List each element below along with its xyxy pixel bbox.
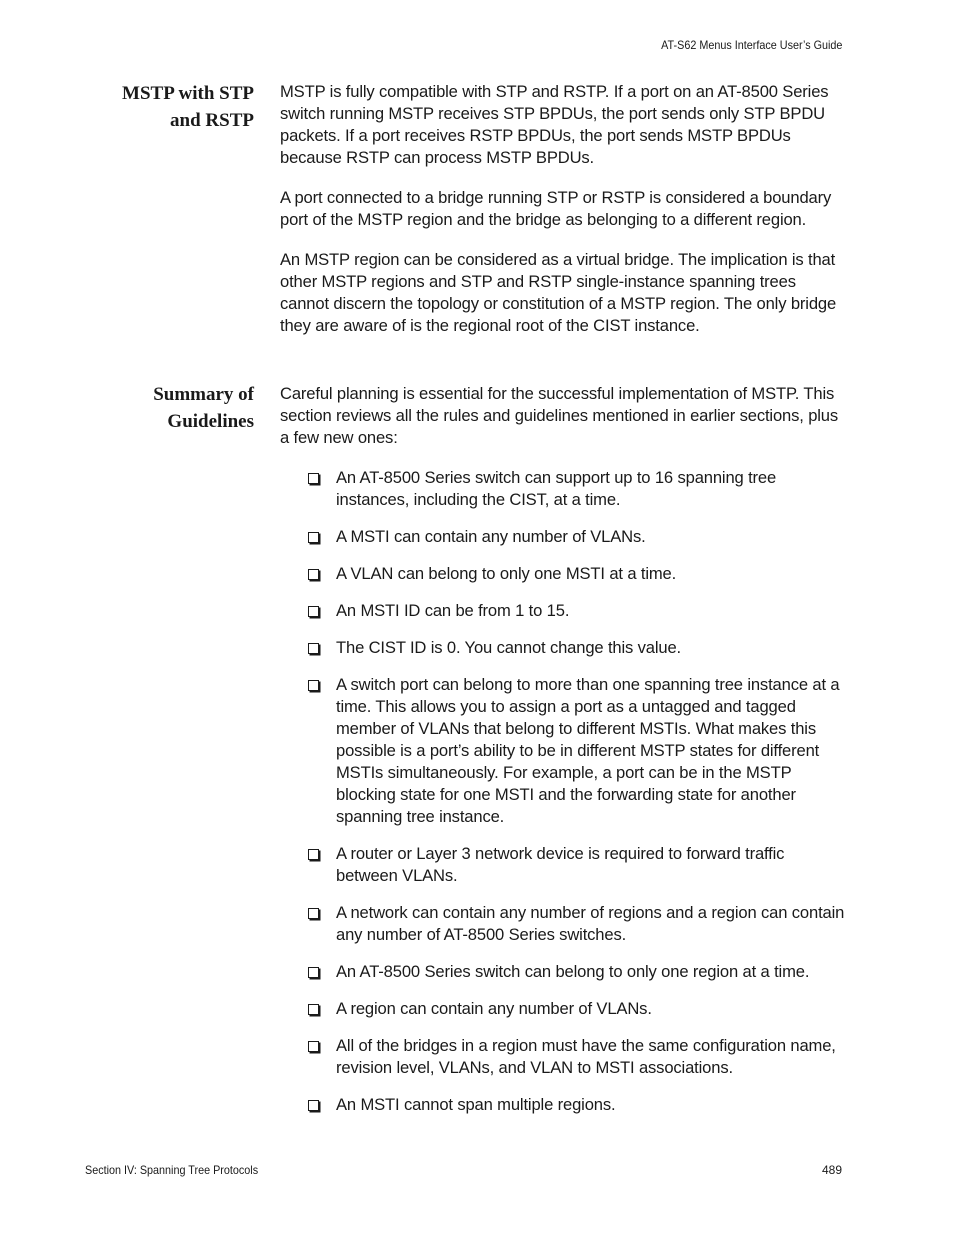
list-item-text: The CIST ID is 0. You cannot change this value.: [336, 638, 682, 657]
list-item-text: An AT-8500 Series switch can support up to 16 spanning tree instances, including the CIST, at a time.: [336, 468, 777, 509]
list-item-text: A network can contain any number of regions and a region can contain any number of AT-8500 Series switches.: [336, 903, 845, 944]
list-item: [280, 843, 845, 887]
checkbox-bullet-icon: [308, 849, 319, 860]
checkbox-bullet-icon: [308, 1041, 319, 1052]
section-heading-line1: Summary of: [153, 384, 254, 405]
list-item: [280, 674, 845, 828]
list-item: [280, 998, 845, 1020]
list-item-text: A MSTI can contain any number of VLANs.: [336, 527, 646, 546]
section-heading-line2: Guidelines: [167, 411, 254, 432]
section-body: [280, 383, 845, 1131]
list-item-text: A region can contain any number of VLANs.: [336, 999, 652, 1018]
list-item: [280, 1094, 845, 1116]
checkbox-bullet-icon: [308, 569, 319, 580]
footer-page-number: 489: [821, 1163, 842, 1177]
paragraph: Careful planning is essential for the successful implementation of MSTP. This section reviews all the rules and guidelines mentioned in earlier sections, plus a few new ones:: [280, 384, 839, 447]
paragraph: MSTP is fully compatible with STP and RSTP. If a port on an AT-8500 Series switch running MSTP receives STP BPDUs, the port sends only STP BPDU packets. If a port receives RSTP BPDUs, the port sends MSTP BPDUs because RSTP can process MSTP BPDUs.: [280, 82, 829, 167]
list-item: [280, 563, 845, 585]
section-heading-line1: MSTP with STP: [122, 83, 254, 104]
list-item-text: An AT-8500 Series switch can belong to only one region at a time.: [336, 962, 810, 981]
checkbox-bullet-icon: [308, 908, 319, 919]
checkbox-bullet-icon: [308, 643, 319, 654]
list-item: [280, 600, 845, 622]
section-body: [280, 81, 845, 355]
list-item: [280, 1035, 845, 1079]
footer-section-label: Section IV: Spanning Tree Protocols: [85, 1163, 259, 1177]
running-header: AT-S62 Menus Interface User’s Guide: [660, 38, 842, 52]
checkbox-bullet-icon: [308, 1004, 319, 1015]
section-heading: [54, 381, 254, 435]
list-item: [280, 902, 845, 946]
list-item-text: An MSTI ID can be from 1 to 15.: [336, 601, 570, 620]
list-item-text: A switch port can belong to more than one spanning tree instance at a time. This allows you to assign a port as a untagged and tagged member of VLANs that belong to different MSTIs. What makes this possible is a port’s ability to be in different MSTP states for different MSTIs simultaneously. For example, a port can be in the MSTP blocking state for one MSTI and the forwarding state for another spanning tree instance.: [336, 675, 840, 826]
checkbox-bullet-icon: [308, 967, 319, 978]
list-item: [280, 637, 845, 659]
list-item-text: An MSTI cannot span multiple regions.: [336, 1095, 616, 1114]
list-item-text: All of the bridges in a region must have the same configuration name, revision level, VLANs, and VLAN to MSTI associations.: [336, 1036, 836, 1077]
checkbox-bullet-icon: [308, 532, 319, 543]
list-item-text: A VLAN can belong to only one MSTI at a time.: [336, 564, 677, 583]
checkbox-bullet-icon: [308, 473, 319, 484]
paragraph: A port connected to a bridge running STP or RSTP is considered a boundary port of the MSTP region and the bridge as belonging to a different region.: [280, 188, 832, 229]
paragraph: An MSTP region can be considered as a virtual bridge. The implication is that other MSTP regions and STP and RSTP single-instance spanning trees cannot discern the topology or constitution of a MSTP region. The only bridge they are aware of is the regional root of the CIST instance.: [280, 250, 837, 335]
section-heading-line2: and RSTP: [170, 110, 254, 131]
guidelines-list: [280, 467, 845, 1116]
list-item-text: A router or Layer 3 network device is required to forward traffic between VLANs.: [336, 844, 785, 885]
list-item: [280, 467, 845, 511]
list-item: [280, 961, 845, 983]
section-heading: [54, 80, 254, 134]
list-item: [280, 526, 845, 548]
checkbox-bullet-icon: [308, 606, 319, 617]
checkbox-bullet-icon: [308, 680, 319, 691]
checkbox-bullet-icon: [308, 1100, 319, 1111]
